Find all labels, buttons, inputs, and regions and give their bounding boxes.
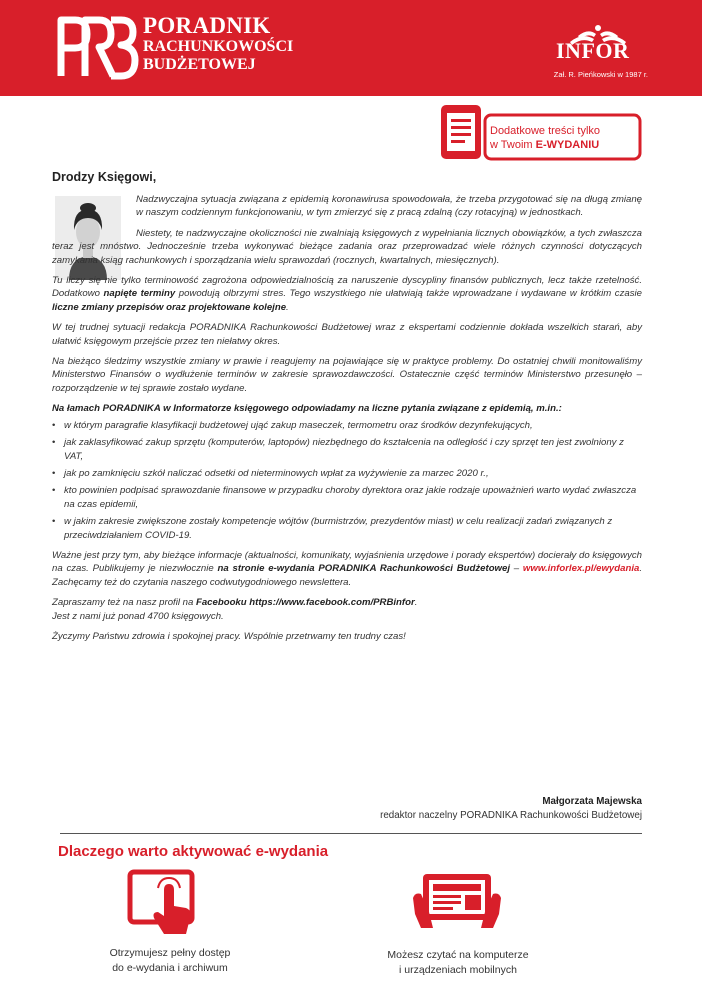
paragraph-3-bold-2: liczne zmiany przepisów oraz projektowane kolejne: [52, 301, 287, 313]
paragraph-8: Życzymy Państwu zdrowia i spokojnej pracy. Wspólnie przetrwamy ten trudny czas!: [52, 630, 406, 642]
brand-line-3: BUDŻETOWEJ: [143, 56, 256, 73]
brand-name: [143, 14, 293, 74]
letter-body: [52, 193, 642, 650]
paragraph-3-a: Tu liczy się nie tylko terminowość zagrożona odpowiedzialnością za naruszenie dyscypliny finansów publicznych, lecz także rzetelność. Dodatkowo: [52, 275, 642, 300]
paragraph-2-text: Niestety, te nadzwyczajne okoliczności nie zwalniają księgowych z wypełniania licznych obowiązków, a tych zwłaszcza teraz jest mnóstwo. Jednocześnie trzeba wykonywać bieżące zadania oraz przeprowadzać wiele różnych czynności dotyczących zamykania ksiąg rachunkowych i sporządzania wielu sprawozdań (rocznych, kwartalnych, miesięcznych).: [52, 227, 642, 266]
publisher-tagline: Zał. R. Pieńkowski w 1987 r.: [553, 70, 648, 79]
signature: [300, 795, 642, 823]
list-item: • jak zaklasyfikować zakup sprzętu (komputerów, laptopów) niezbędnego do kształcenia na odległość i czy sprzęt ten jest zwolniony z VAT,: [52, 436, 642, 463]
signature-role: redaktor naczelny PORADNIKA Rachunkowości Budżetowej: [380, 810, 642, 821]
paragraph-5: Na bieżąco śledzimy wszystkie zmiany w prawie i reagujemy na pojawiające się w praktyce problemy. Do ostatniej chwili monitowaliśmy Ministerstwo Finansów o wydłużenie terminów w zakresie sprawozdawczości. Ostatecznie część terminów Ministerstwo przesunęło – rozporządzenie w tej sprawie zostało wydane.: [52, 356, 642, 394]
ewydania-link[interactable]: www.inforlex.pl/ewydania: [522, 563, 640, 575]
benefit-1-line-2: do e-wydania i archiwum: [112, 962, 228, 974]
paragraph-6: [52, 549, 642, 589]
ewydanie-line-2-bold: E-WYDANIU: [535, 139, 600, 151]
signature-name: Małgorzata Majewska: [542, 796, 642, 807]
publisher-logo: INFOR: [556, 38, 630, 63]
paragraph-7-d: Jest z nami już ponad 4700 księgowych.: [52, 610, 224, 622]
ewydanie-line-2: [490, 138, 600, 152]
paragraph-3: [52, 274, 642, 314]
paragraph-6-dash: –: [510, 563, 523, 575]
paragraph-2: [52, 227, 642, 267]
benefit-2-line-2: i urządzeniach mobilnych: [399, 964, 517, 976]
list-item: • w jakim zakresie zwiększone zostały kompetencje wójtów (burmistrzów, prezydentów miast) w celu realizacji zadań związanych z przeciwdziałaniem COVID-19.: [52, 515, 642, 542]
paragraph-6-a: Ważne jest przy tym, aby bieżące informacje (aktualności, komunikaty, wyjaśnienia urzędowe i porady ekspertów) docierały do księgowych na czas. Publikujemy je niezwłocznie: [52, 549, 642, 575]
ewydanie-line-1: Dodatkowe treści tylko: [490, 125, 601, 137]
touch-tablet-icon: [126, 868, 206, 938]
paragraph-7-a: Zapraszamy też na nasz profil na: [52, 597, 196, 609]
paragraph-6-d: . Zachęcamy też do czytania naszego codwutygodniowego newslettera.: [52, 563, 642, 588]
questions-list: [52, 419, 642, 542]
paragraph-3-e: .: [286, 301, 289, 313]
list-item: • kto powinien podpisać sprawozdanie finansowe w przypadku choroby dyrektora oraz jakie rodzaje upoważnień warto wydać zwłaszcza na czas epidemii,: [52, 484, 642, 511]
paragraph-7-c: .: [414, 597, 418, 609]
prb-logo-icon: [55, 14, 139, 80]
benefit-1-line-1: Otrzymujesz pełny dostęp: [109, 947, 231, 959]
benefit-caption-2: [358, 948, 558, 978]
brand-line-1: PORADNIK: [143, 13, 271, 38]
paragraph-3-bold-1: napięte terminy: [103, 288, 176, 300]
paragraph-7: [52, 596, 642, 623]
section-divider: [60, 833, 642, 834]
brand-line-2: RACHUNKOWOŚCI: [143, 38, 294, 55]
benefit-caption-1: [70, 946, 270, 976]
paragraph-1: Nadzwyczajna sytuacja związana z epidemią koronawirusa spowodowała, że trzeba przygotować się na długą zmianę w naszym codziennym funkcjonowaniu, w tym zmierzyć się z pracą zdalną (czy rotacyjną) w jednostkach.: [136, 194, 642, 219]
questions-heading: Na łamach PORADNIKA w Informatorze księgowego odpowiadamy na liczne pytania związane z epidemią, m.in.:: [52, 403, 562, 415]
greeting: Drodzy Księgowi,: [52, 170, 157, 184]
ewydanie-badge-text: [490, 124, 600, 152]
header-banner: [0, 0, 702, 96]
list-item: • jak po zamknięciu szkół naliczać odsetki od nieterminowych wpłat za wyżywienie za marzec 2020 r.,: [52, 467, 642, 480]
paragraph-6-bold: na stronie e-wydania PORADNIKA Rachunkowości Budżetowej: [217, 563, 511, 575]
paragraph-3-c: powodują olbrzymi stres. Tego wszystkiego nie ułatwiają także wprowadzane i wydawane w krótkim czasie: [175, 288, 642, 300]
facebook-link[interactable]: Facebooku https://www.facebook.com/PRBinfor: [195, 597, 415, 609]
list-item: • w którym paragrafie klasyfikacji budżetowej ująć zakup maseczek, termometru oraz środków dezynfekujących,: [52, 419, 642, 432]
reading-tablet-icon: [411, 868, 503, 938]
ewydanie-line-2-plain: w Twoim: [490, 139, 536, 151]
benefit-2-line-1: Możesz czytać na komputerze: [387, 949, 529, 961]
paragraph-4: W tej trudnej sytuacji redakcja PORADNIKA Rachunkowości Budżetowej wraz z ekspertami codziennie dokłada wszelkich starań, aby ułatwić księgowym przejście przez ten niełatwy okres.: [52, 322, 642, 347]
why-title: Dlaczego warto aktywować e-wydania: [58, 843, 329, 860]
